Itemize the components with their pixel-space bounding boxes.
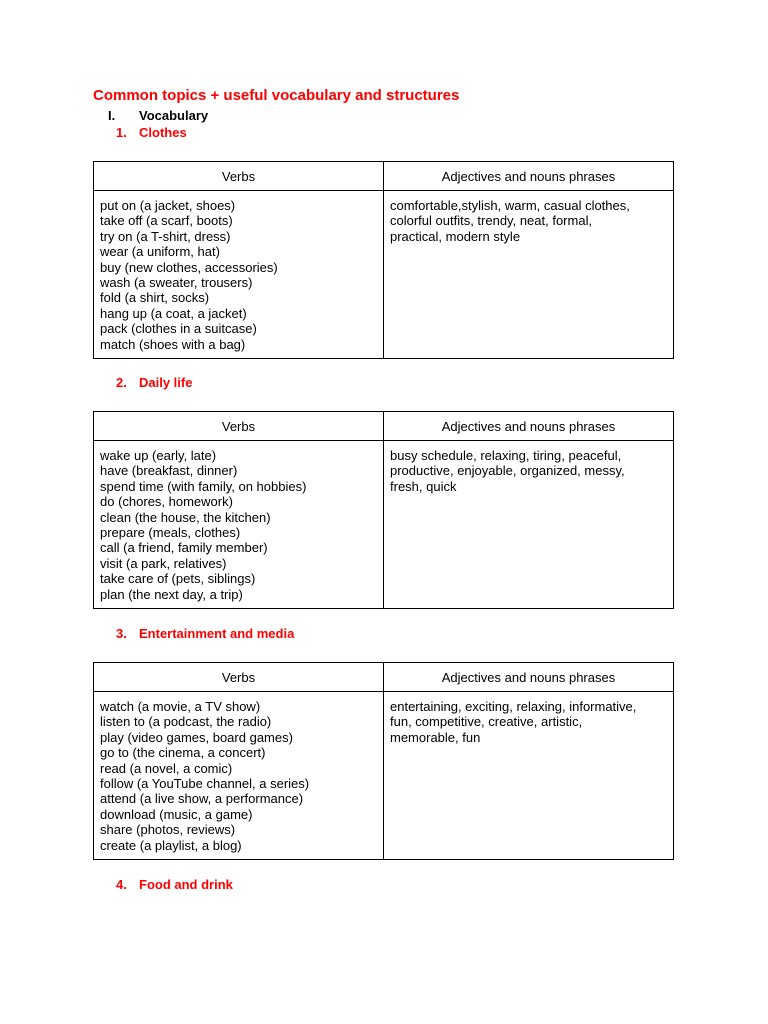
section-number: 2. bbox=[116, 375, 127, 390]
section-number: 1. bbox=[116, 125, 127, 140]
verb-item: try on (a T-shirt, dress) bbox=[100, 228, 231, 244]
adjective-line: memorable, fun bbox=[390, 729, 481, 745]
verbs-cell bbox=[94, 692, 384, 860]
vocab-table-daily-life bbox=[93, 411, 674, 609]
header-adjectives: Adjectives and nouns phrases bbox=[384, 663, 674, 692]
verb-item: buy (new clothes, accessories) bbox=[100, 259, 278, 275]
verb-item: visit (a park, relatives) bbox=[100, 555, 227, 571]
verb-item: hang up (a coat, a jacket) bbox=[100, 305, 247, 321]
verb-item: create (a playlist, a blog) bbox=[100, 837, 242, 853]
verb-item: prepare (meals, clothes) bbox=[100, 525, 241, 541]
verb-item: call (a friend, family member) bbox=[100, 540, 268, 556]
adjective-line: fresh, quick bbox=[390, 478, 457, 494]
adjective-line: entertaining, exciting, relaxing, informative, bbox=[390, 699, 637, 714]
page-title: Common topics + useful vocabulary and structures bbox=[93, 87, 460, 104]
verb-item: follow (a YouTube channel, a series) bbox=[100, 776, 310, 792]
verb-item: read (a novel, a comic) bbox=[100, 760, 233, 776]
verb-item: wash (a sweater, trousers) bbox=[100, 275, 253, 291]
vocab-table-entertainment bbox=[93, 662, 674, 860]
header-verbs: Verbs bbox=[94, 162, 384, 191]
verb-item: have (breakfast, dinner) bbox=[100, 463, 238, 479]
verb-item: take care of (pets, siblings) bbox=[100, 571, 256, 587]
section-label: Daily life bbox=[139, 375, 193, 390]
section-number: 3. bbox=[116, 626, 127, 641]
adjective-line: colorful outfits, trendy, neat, formal, bbox=[390, 213, 593, 229]
verb-item: match (shoes with a bag) bbox=[100, 336, 246, 352]
verb-item: do (chores, homework) bbox=[100, 494, 233, 510]
section-label: Entertainment and media bbox=[139, 626, 295, 641]
adjective-line: busy schedule, relaxing, tiring, peaceful, bbox=[390, 448, 622, 463]
adjective-line: fun, competitive, creative, artistic, bbox=[390, 714, 583, 730]
adjective-line: productive, enjoyable, organized, messy, bbox=[390, 463, 625, 479]
verb-item: share (photos, reviews) bbox=[100, 822, 236, 838]
adjectives-cell bbox=[384, 441, 674, 609]
section-heading-food-drink bbox=[116, 877, 233, 892]
adjectives-cell bbox=[384, 692, 674, 860]
verb-item: pack (clothes in a suitcase) bbox=[100, 321, 257, 337]
verb-item: listen to (a podcast, the radio) bbox=[100, 714, 272, 730]
roman-numeral: I. bbox=[108, 108, 116, 123]
roman-heading bbox=[108, 108, 208, 123]
header-adjectives: Adjectives and nouns phrases bbox=[384, 412, 674, 441]
section-heading-daily-life bbox=[116, 375, 192, 390]
header-adjectives: Adjectives and nouns phrases bbox=[384, 162, 674, 191]
roman-label: Vocabulary bbox=[139, 108, 209, 123]
section-number: 4. bbox=[116, 877, 127, 892]
verb-item: download (music, a game) bbox=[100, 806, 253, 822]
verb-item: take off (a scarf, boots) bbox=[100, 213, 233, 229]
vocab-table-clothes bbox=[93, 161, 674, 359]
verb-item: go to (the cinema, a concert) bbox=[100, 745, 266, 761]
verb-item: put on (a jacket, shoes) bbox=[100, 198, 236, 213]
adjective-line: practical, modern style bbox=[390, 228, 521, 244]
header-verbs: Verbs bbox=[94, 663, 384, 692]
verb-item: spend time (with family, on hobbies) bbox=[100, 478, 307, 494]
section-heading-entertainment bbox=[116, 626, 294, 641]
verb-item: wear (a uniform, hat) bbox=[100, 244, 220, 260]
verb-item: plan (the next day, a trip) bbox=[100, 586, 243, 602]
verb-item: wake up (early, late) bbox=[100, 448, 217, 463]
verbs-cell bbox=[94, 441, 384, 609]
verb-item: watch (a movie, a TV show) bbox=[100, 699, 261, 714]
verb-item: attend (a live show, a performance) bbox=[100, 791, 304, 807]
verb-item: clean (the house, the kitchen) bbox=[100, 509, 271, 525]
section-label: Food and drink bbox=[139, 877, 233, 892]
verb-item: fold (a shirt, socks) bbox=[100, 290, 210, 306]
adjectives-cell bbox=[384, 191, 674, 359]
section-label: Clothes bbox=[139, 125, 187, 140]
header-verbs: Verbs bbox=[94, 412, 384, 441]
verbs-cell bbox=[94, 191, 384, 359]
adjective-line: comfortable,stylish, warm, casual clothes, bbox=[390, 198, 630, 213]
section-heading-clothes bbox=[116, 125, 187, 140]
verb-item: play (video games, board games) bbox=[100, 729, 293, 745]
